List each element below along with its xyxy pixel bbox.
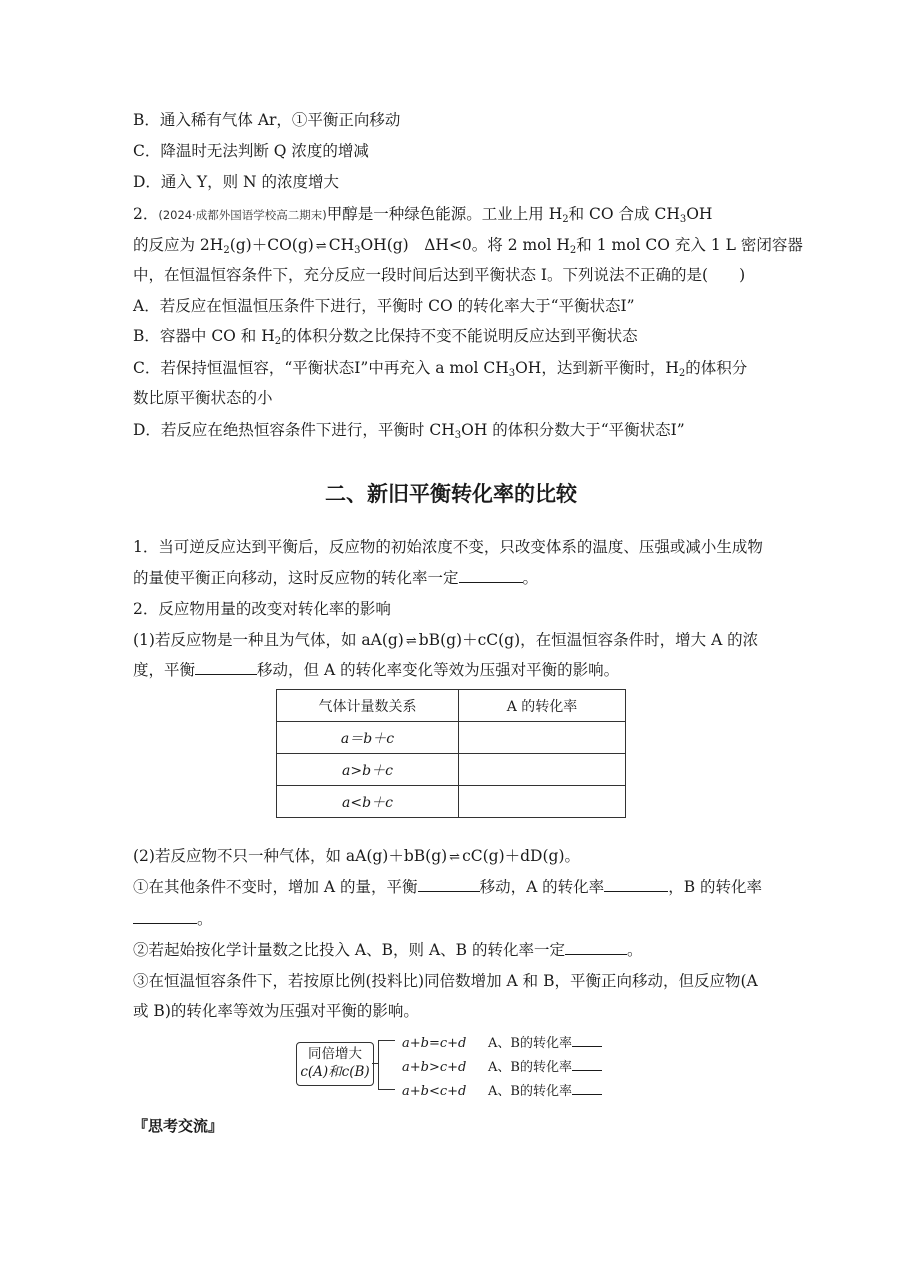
q2-reaction-d: OH(g) ΔH<0。将 2 mol H bbox=[360, 236, 570, 254]
table-answer-cell[interactable] bbox=[459, 722, 626, 754]
para-3-b: bB(g)＋cC(g)，在恒温恒容条件时，增大 A 的浓 bbox=[418, 631, 759, 649]
conversion-diagram bbox=[296, 1030, 616, 1102]
table-row-relation: a＝b＋c bbox=[277, 722, 459, 754]
para-1-text: 的量使平衡正向移动，这时反应物的转化率一定 bbox=[133, 569, 459, 587]
option-c-prev: C．降温时无法判断 Q 浓度的增减 bbox=[133, 142, 369, 160]
para-1-line2: 的量使平衡正向移动，这时反应物的转化率一定 。 bbox=[133, 569, 539, 587]
table-answer-cell[interactable] bbox=[459, 786, 626, 818]
q2-stem-line2: 的反应为 $2H_2(g)+CO(g)$ ⇌ $CH_3OH(g)$ ΔH<0。将 2 mol $H_2$和 1 mol CO 充入 1 L 密闭容器 bbox=[133, 236, 803, 256]
para-7-line2: 或 B)的转化率等效为压强对平衡的影响。 bbox=[133, 1002, 419, 1020]
q2-number: 2． bbox=[133, 205, 159, 223]
para-6 bbox=[133, 940, 642, 960]
diagram-line bbox=[402, 1056, 602, 1075]
answer-blank[interactable] bbox=[195, 660, 257, 675]
equilibrium-arrow-icon: ⇌ bbox=[405, 634, 417, 649]
para-3-line1 bbox=[133, 630, 758, 652]
diagram-result: A、B的转化率 bbox=[488, 1036, 572, 1051]
para-5-b: 移动，A 的转化率 bbox=[479, 878, 605, 896]
conversion-table bbox=[276, 689, 626, 818]
q2-source: (2024·成都外国语学校高二期末) bbox=[158, 208, 327, 222]
q2-option-b-a: B．容器中 CO 和 H bbox=[133, 327, 275, 345]
equilibrium-arrow-icon: ⇌ bbox=[449, 850, 461, 865]
answer-blank[interactable] bbox=[565, 940, 627, 955]
equilibrium-arrow-icon: ⇌ bbox=[315, 239, 327, 254]
para-7-line1: ③在恒温恒容条件下，若按原比例(投料比)同倍数增加 A 和 B，平衡正向移动，但反应物(A bbox=[133, 972, 758, 990]
q2-option-c-b: OH，达到新平衡时，H bbox=[515, 359, 679, 377]
option-d-prev: D．通入 Y，则 N 的浓度增大 bbox=[133, 173, 340, 191]
diagram-box-line1: 同倍增大 bbox=[308, 1046, 362, 1062]
q2-reaction-b: (g)＋CO(g) bbox=[229, 236, 314, 254]
q2-stem-line3: 中，在恒温恒容条件下，充分反应一段时间后达到平衡状态 Ⅰ。下列说法不正确的是( ) bbox=[133, 266, 746, 284]
para-4-b: cC(g)＋dD(g)。 bbox=[462, 847, 581, 865]
para-3-a: (1)若反应物是一种且为气体，如 aA(g) bbox=[133, 631, 404, 649]
diagram-condition: a+b=c+d bbox=[402, 1036, 467, 1051]
q2-stem-text-b: 和 CO 合成 CH bbox=[568, 205, 680, 223]
option-b-prev: B．通入稀有气体 Ar，①平衡正向移动 bbox=[133, 111, 401, 129]
q2-option-d: D．若反应在绝热恒容条件下进行，平衡时 $CH_3OH$ 的体积分数大于“平衡状态Ⅰ” bbox=[133, 421, 685, 441]
q2-option-c-c: 的体积分 bbox=[685, 359, 748, 377]
q2-reaction-e: 和 1 mol CO 充入 1 L 密闭容器 bbox=[576, 236, 803, 254]
q2-option-a: A．若反应在恒温恒压条件下进行，平衡时 CO 的转化率大于“平衡状态Ⅰ” bbox=[133, 297, 635, 315]
q2-option-c-a: C．若保持恒温恒容，“平衡状态Ⅰ”中再充入 a mol CH bbox=[133, 359, 509, 377]
q2-option-b-b: 的体积分数之比保持不变不能说明反应达到平衡状态 bbox=[281, 327, 638, 345]
table-row-relation: a<b＋c bbox=[277, 786, 459, 818]
diagram-result: A、B的转化率 bbox=[488, 1084, 572, 1099]
para-3-c: 度，平衡 bbox=[133, 661, 196, 679]
answer-blank[interactable] bbox=[572, 1082, 602, 1095]
para-5-d: 。 bbox=[197, 910, 213, 928]
para-4-a: (2)若反应物不只一种气体，如 aA(g)＋bB(g) bbox=[133, 847, 448, 865]
para-3-d: 移动，但 A 的转化率变化等效为压强对平衡的影响。 bbox=[257, 661, 620, 679]
q2-option-d-a: D．若反应在绝热恒容条件下进行，平衡时 CH bbox=[133, 421, 455, 439]
para-5-line1 bbox=[133, 877, 762, 897]
q2-reaction-a: 的反应为 2H bbox=[133, 236, 224, 254]
table-header-relation: 气体计量数关系 bbox=[277, 690, 459, 722]
answer-blank[interactable] bbox=[418, 877, 480, 892]
answer-blank[interactable] bbox=[133, 909, 197, 924]
para-2: 2．反应物用量的改变对转化率的影响 bbox=[133, 600, 391, 618]
para-5-a: ①在其他条件不变时，增加 A 的量，平衡 bbox=[133, 878, 418, 896]
table-header-conversion: A 的转化率 bbox=[459, 690, 626, 722]
table-row-relation: a>b＋c bbox=[277, 754, 459, 786]
q2-option-c: C．若保持恒温恒容，“平衡状态Ⅰ”中再充入 a mol $CH_3OH$，达到新平衡时，$H_2$的体积分 bbox=[133, 359, 748, 379]
diagram-condition: a+b>c+d bbox=[402, 1060, 467, 1075]
answer-blank[interactable] bbox=[459, 568, 523, 583]
section-title: 二、新旧平衡转化率的比较 bbox=[325, 482, 577, 506]
diagram-result: A、B的转化率 bbox=[488, 1060, 572, 1075]
table-answer-cell[interactable] bbox=[459, 754, 626, 786]
q2-option-b: B．容器中 CO 和 $H_2$的体积分数之比保持不变不能说明反应达到平衡状态 bbox=[133, 327, 638, 347]
para-4 bbox=[133, 846, 580, 868]
answer-blank[interactable] bbox=[572, 1058, 602, 1071]
q2-option-c-cont: 数比原平衡状态的小 bbox=[133, 389, 273, 407]
answer-blank[interactable] bbox=[604, 877, 668, 892]
answer-blank[interactable] bbox=[572, 1034, 602, 1047]
para-5-c: ，B 的转化率 bbox=[668, 878, 763, 896]
q2-reaction-c: CH bbox=[328, 236, 355, 254]
diagram-box bbox=[296, 1042, 374, 1086]
q2-stem-line1: 2．(2024·成都外国语学校高二期末)甲醇是一种绿色能源。工业上用 $H_2$和 CO 合成 $CH_3OH$ bbox=[133, 205, 713, 225]
thinking-exchange-heading: 『思考交流』 bbox=[133, 1117, 224, 1135]
diagram-condition: a+b<c+d bbox=[402, 1084, 467, 1099]
para-3-line2 bbox=[133, 660, 619, 680]
diagram-line bbox=[402, 1080, 602, 1099]
para-5-line2 bbox=[133, 909, 213, 929]
q2-option-d-b: OH 的体积分数大于“平衡状态Ⅰ” bbox=[461, 421, 685, 439]
diagram-brace bbox=[378, 1040, 395, 1090]
diagram-line bbox=[402, 1032, 602, 1051]
para-6-a: ②若起始按化学计量数之比投入 A、B，则 A、B 的转化率一定 bbox=[133, 941, 565, 959]
para-1-line1: 1．当可逆反应达到平衡后，反应物的初始浓度不变，只改变体系的温度、压强或减小生成物 bbox=[133, 538, 763, 556]
q2-stem-text-c: OH bbox=[686, 205, 713, 223]
diagram-box-line2: c(A)和c(B) bbox=[300, 1064, 370, 1080]
q2-stem-text: 甲醇是一种绿色能源。工业上用 H bbox=[326, 205, 563, 223]
para-6-b: 。 bbox=[626, 941, 643, 959]
